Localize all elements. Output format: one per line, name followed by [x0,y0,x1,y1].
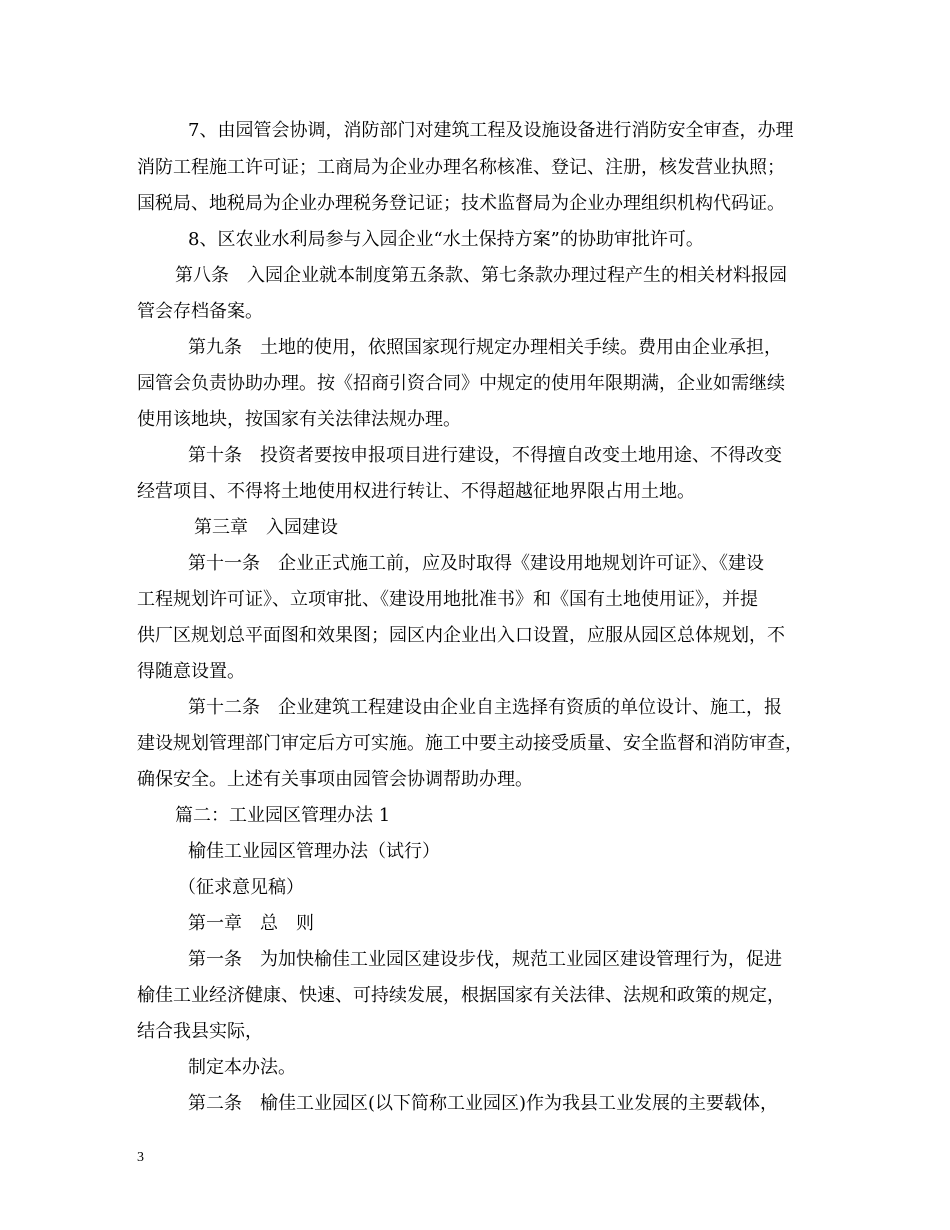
text-line: 第一条 为加快榆佳工业园区建设步伐，规范工业园区建设管理行为，促进 [188,949,782,970]
section-heading: 篇二：工业园区管理办法 1 [175,805,391,826]
chapter-heading: 第三章 入园建设 [194,517,338,538]
text-line: 工程规划许可证》、立项审批、《建设用地批准书》和《国有土地使用证》，并提 [137,589,758,610]
text-line: 得随意设置。 [137,661,245,682]
text-line: 确保安全。上述有关事项由园管会协调帮助办理。 [137,769,533,790]
text-line: 第二条 榆佳工业园区(以下简称工业园区)作为我县工业发展的主要载体， [188,1093,779,1114]
text-line: 8、区农业水利局参与入园企业“水土保持方案”的协助审批许可。 [188,229,704,250]
text-line: 第十条 投资者要按申报项目进行建设，不得擅自改变土地用途、不得改变 [188,445,782,466]
chapter-heading: 第一章 总 则 [188,913,314,934]
text-line: 使用该地块，按国家有关法律法规办理。 [137,409,461,430]
text-line: 园管会负责协助办理。按《招商引资合同》中规定的使用年限期满，企业如需继续 [137,373,785,394]
text-line: 国税局、地税局为企业办理税务登记证；技术监督局为企业办理组织机构代码证。 [137,193,785,214]
text-line: 供厂区规划总平面图和效果图；园区内企业出入口设置，应服从园区总体规划，不 [137,625,785,646]
document-subtitle: （征求意见稿） [178,877,304,898]
text-line: 第八条 入园企业就本制度第五条款、第七条款办理过程产生的相关材料报园 [175,265,787,286]
text-line: 建设规划管理部门审定后方可实施。施工中要主动接受质量、安全监督和消防审查， [137,733,803,754]
text-line: 第十一条 企业正式施工前，应及时取得《建设用地规划许可证》、《建设 [188,553,764,574]
text-line: 第九条 土地的使用，依照国家现行规定办理相关手续。费用由企业承担， [188,337,782,358]
text-line: 管会存档备案。 [137,301,263,322]
text-line: 7、由园管会协调，消防部门对建筑工程及设施设备进行消防安全审查，办理 [188,120,794,141]
text-line: 消防工程施工许可证；工商局为企业办理名称核准、登记、注册，核发营业执照； [137,157,785,178]
text-line: 榆佳工业经济健康、快速、可持续发展，根据国家有关法律、法规和政策的规定， [137,985,785,1006]
document-title: 榆佳工业园区管理办法（试行） [188,841,440,862]
page-number: 3 [137,1150,144,1165]
text-line: 经营项目、不得将土地使用权进行转让、不得超越征地界限占用土地。 [137,481,695,502]
text-line: 第十二条 企业建筑工程建设由企业自主选择有资质的单位设计、施工，报 [188,697,782,718]
text-line: 结合我县实际， [137,1021,263,1042]
text-line: 制定本办法。 [188,1057,296,1078]
